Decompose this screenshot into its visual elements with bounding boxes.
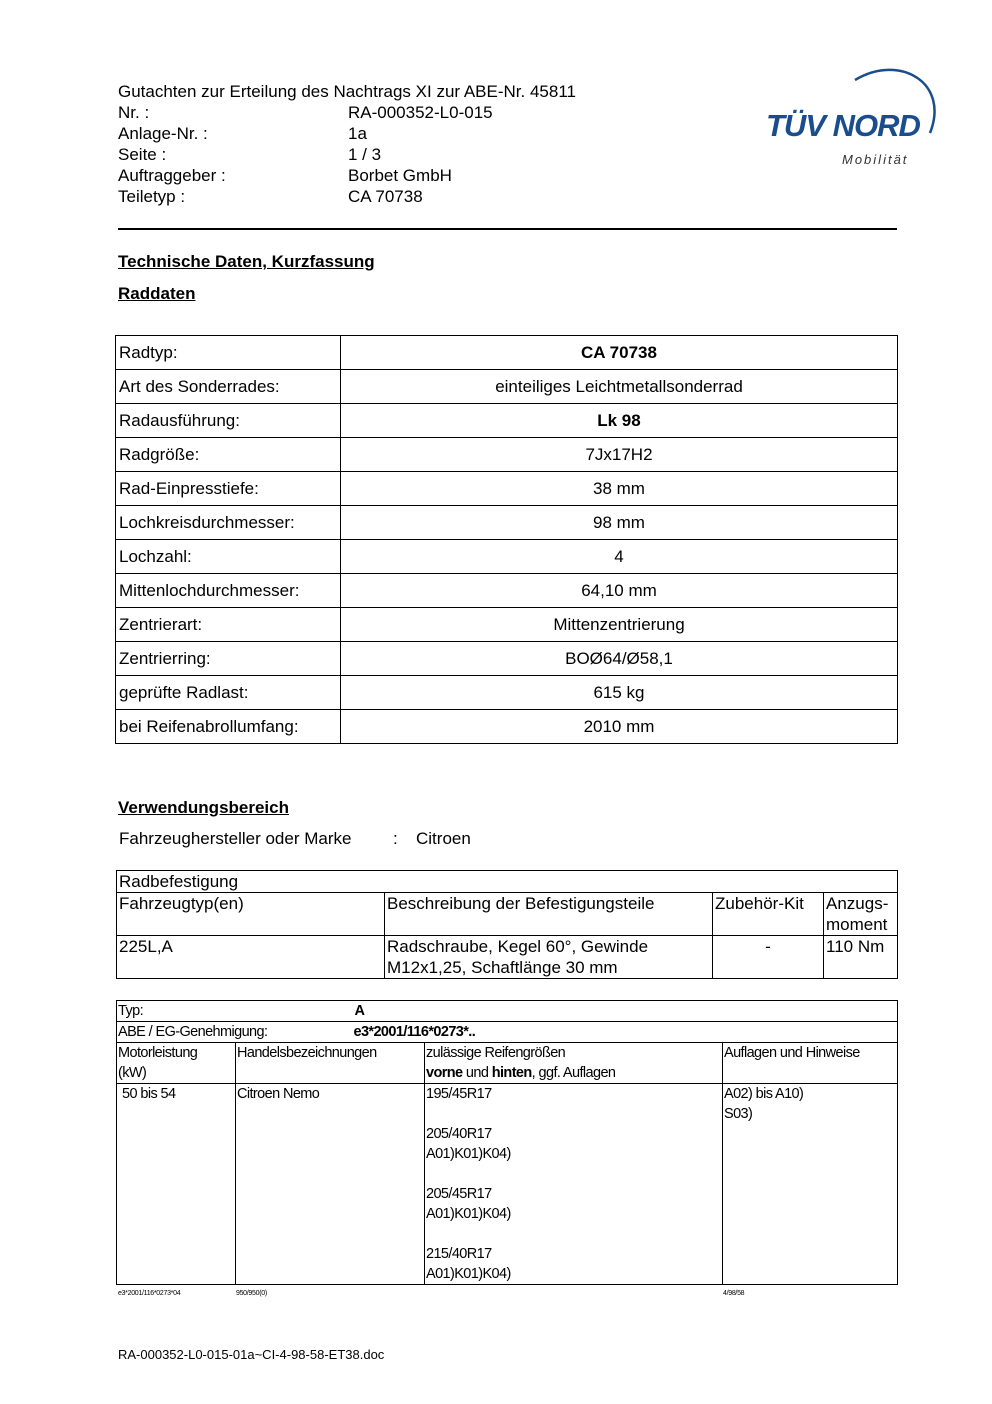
- header-value: Borbet GmbH: [348, 166, 452, 185]
- raddaten-label: Zentrierring:: [116, 642, 341, 676]
- reifen-size: 205/45R17: [426, 1186, 492, 1202]
- raddaten-value: 98 mm: [341, 506, 898, 540]
- raddaten-value: CA 70738: [341, 336, 898, 370]
- header-anzugsmoment: [824, 893, 898, 936]
- header-value: 1a: [348, 124, 367, 143]
- raddaten-label: Radtyp:: [116, 336, 341, 370]
- reifen-note: A01)K01)K04): [426, 1266, 511, 1282]
- abe-label-cell: [117, 1022, 476, 1043]
- abe-label: ABE / EG-Genehmigung:: [118, 1024, 268, 1040]
- row-auflagen: [723, 1084, 898, 1285]
- row-beschreibung-line2: M12x1,25, Schaftlänge 30 mm: [387, 958, 618, 977]
- reifen-note: A01)K01)K04): [426, 1206, 511, 1222]
- raddaten-label: Radgröße:: [116, 438, 341, 472]
- reifen-spacer: [426, 1164, 721, 1184]
- row-kit: -: [713, 936, 824, 979]
- col-motor: [117, 1043, 236, 1084]
- befestigung-table: [116, 870, 898, 979]
- row-typ: 225L,A: [117, 936, 385, 979]
- raddaten-row: [116, 370, 898, 404]
- col-reifen-vorne: vorne: [426, 1065, 463, 1081]
- hersteller-separator: :: [393, 829, 398, 848]
- reifen-spacer: [426, 1224, 721, 1244]
- raddaten-label: Art des Sonderrades:: [116, 370, 341, 404]
- raddaten-label: Rad-Einpresstiefe:: [116, 472, 341, 506]
- header-label: Auftraggeber :: [118, 166, 226, 185]
- header-label: Nr. :: [118, 103, 150, 122]
- logo-brand: TÜV NORD: [766, 108, 920, 143]
- raddaten-value: 4: [341, 540, 898, 574]
- reifen-note: A01)K01)K04): [426, 1146, 511, 1162]
- abe-value: e3*2001/116*0273*..: [353, 1024, 476, 1040]
- row-reifen: [425, 1084, 723, 1285]
- header-divider: [118, 228, 897, 230]
- raddaten-row: [116, 608, 898, 642]
- col-reifen-line1: zulässige Reifengrößen: [426, 1045, 566, 1061]
- header-zubehoer: Zubehör-Kit: [713, 893, 824, 936]
- raddaten-row: [116, 676, 898, 710]
- header-beschreibung: Beschreibung der Befestigungsteile: [385, 893, 713, 936]
- typ-table: [116, 1000, 898, 1285]
- col-reifen-hinten: hinten: [491, 1065, 532, 1081]
- tuv-nord-logo: [760, 58, 945, 173]
- row-beschreibung: [385, 936, 713, 979]
- raddaten-row: [116, 336, 898, 370]
- small-code-weight: 950/950(0): [236, 1290, 267, 1297]
- reifen-spacer: [426, 1104, 721, 1124]
- raddaten-value: Lk 98: [341, 404, 898, 438]
- reifen-size: 215/40R17: [426, 1246, 492, 1262]
- col-handel: Handelsbezeichnungen: [236, 1043, 425, 1084]
- raddaten-value: BOØ64/Ø58,1: [341, 642, 898, 676]
- header-label: Seite :: [118, 145, 167, 164]
- raddaten-label: Zentrierart:: [116, 608, 341, 642]
- raddaten-label: bei Reifenabrollumfang:: [116, 710, 341, 744]
- col-auflagen: Auflagen und Hinweise: [723, 1043, 898, 1084]
- raddaten-label: Mittenlochdurchmesser:: [116, 574, 341, 608]
- raddaten-row: [116, 438, 898, 472]
- header-label: Anlage-Nr. :: [118, 124, 208, 143]
- raddaten-label: Radausführung:: [116, 404, 341, 438]
- row-beschreibung-line1: Radschraube, Kegel 60°, Gewinde: [387, 937, 649, 956]
- typ-label-cell: [117, 1001, 425, 1022]
- reifen-size: 205/40R17: [426, 1126, 492, 1142]
- typ-value: A: [354, 1003, 365, 1019]
- auflagen-line2: S03): [724, 1106, 753, 1122]
- raddaten-label: geprüfte Radlast:: [116, 676, 341, 710]
- abe-empty: [425, 1022, 898, 1043]
- raddaten-value: 615 kg: [341, 676, 898, 710]
- raddaten-value: 7Jx17H2: [341, 438, 898, 472]
- raddaten-value: einteiliges Leichtmetallsonderrad: [341, 370, 898, 404]
- header-anzug-line2: moment: [826, 915, 888, 934]
- header-value: 1 / 3: [348, 145, 382, 164]
- raddaten-value: 64,10 mm: [341, 574, 898, 608]
- header-value: CA 70738: [348, 187, 423, 206]
- row-motor: 50 bis 54: [117, 1084, 236, 1285]
- document-title: Gutachten zur Erteilung des Nachtrags XI zur ABE-Nr. 45811: [118, 82, 576, 101]
- raddaten-value: 2010 mm: [341, 710, 898, 744]
- footer-filename: RA-000352-L0-015-01a~CI-4-98-58-ET38.doc: [118, 1347, 385, 1362]
- col-reifen-und: und: [462, 1065, 492, 1081]
- logo-subtitle: Mobilität: [842, 152, 909, 167]
- befestigung-caption: Radbefestigung: [117, 871, 898, 893]
- hersteller-value: Citroen: [416, 829, 471, 848]
- col-reifen-line2: [426, 1063, 721, 1083]
- header-fahrzeugtyp: Fahrzeugtyp(en): [117, 893, 385, 936]
- header-value: RA-000352-L0-015: [348, 103, 493, 122]
- verwendung-title: Verwendungsbereich: [118, 798, 289, 817]
- small-code-abe: e3*2001/116*0273*04: [118, 1290, 181, 1297]
- col-reifen: [425, 1043, 723, 1084]
- raddaten-value: 38 mm: [341, 472, 898, 506]
- small-code-lk: 4/98/58: [723, 1290, 745, 1297]
- section-title: Technische Daten, Kurzfassung: [118, 252, 375, 271]
- raddaten-row: [116, 472, 898, 506]
- hersteller-label: Fahrzeughersteller oder Marke: [119, 829, 352, 848]
- header-label: Teiletyp :: [118, 187, 186, 206]
- typ-empty: [425, 1001, 898, 1022]
- raddaten-row: [116, 404, 898, 438]
- auflagen-line1: A02) bis A10): [724, 1086, 804, 1102]
- raddaten-row: [116, 540, 898, 574]
- raddaten-row: [116, 574, 898, 608]
- col-reifen-rest: , ggf. Auflagen: [531, 1065, 616, 1081]
- raddaten-value: Mittenzentrierung: [341, 608, 898, 642]
- raddaten-row: [116, 642, 898, 676]
- raddaten-row: [116, 710, 898, 744]
- raddaten-row: [116, 506, 898, 540]
- section-subtitle: Raddaten: [118, 284, 196, 303]
- raddaten-label: Lochzahl:: [116, 540, 341, 574]
- raddaten-label: Lochkreisdurchmesser:: [116, 506, 341, 540]
- row-moment: 110 Nm: [824, 936, 898, 979]
- row-handel: Citroen Nemo: [236, 1084, 425, 1285]
- header-anzug-line1: Anzugs-: [826, 894, 889, 913]
- col-motor-line1: Motorleistung: [118, 1045, 198, 1061]
- raddaten-table: [115, 335, 898, 744]
- col-motor-line2: (kW): [118, 1065, 147, 1081]
- reifen-size: 195/45R17: [426, 1086, 492, 1102]
- typ-label: Typ:: [118, 1003, 143, 1019]
